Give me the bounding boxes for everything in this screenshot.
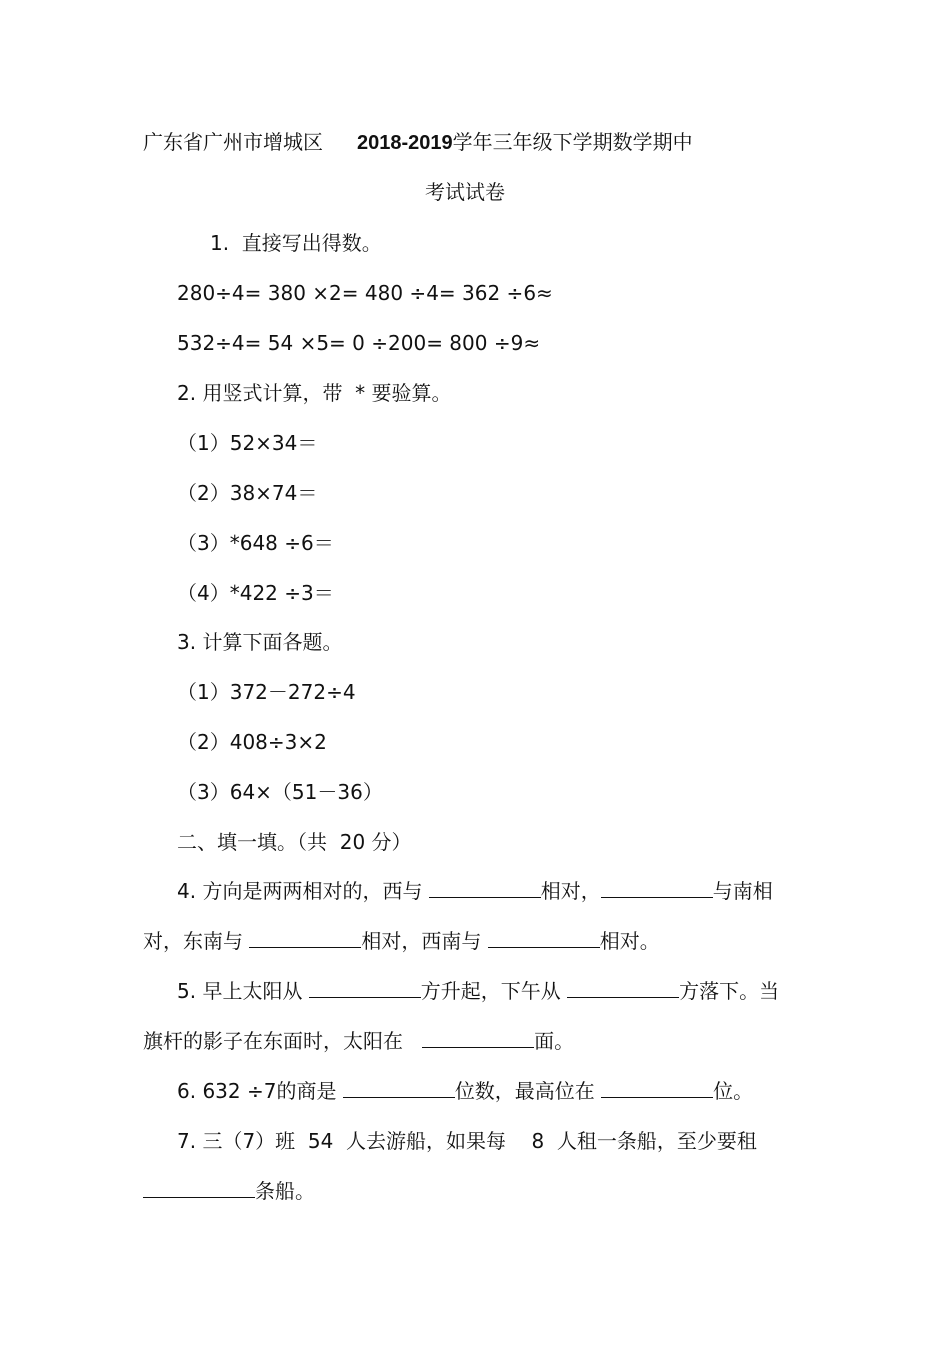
q3-item: （3）64×（51－36） bbox=[177, 780, 383, 804]
q6-line: 6. 632 ÷7的商是 位数，最高位在 位。 bbox=[177, 1079, 754, 1103]
section-2-heading: 二、填一填。（共 20 分） bbox=[177, 830, 412, 854]
q7-line-2: 条船。 bbox=[143, 1177, 315, 1205]
answer-blank[interactable] bbox=[249, 927, 361, 948]
q4-line-2: 对，东南与 相对，西南与 相对。 bbox=[143, 929, 660, 953]
q2-item: （3）*648 ÷6＝ bbox=[177, 531, 334, 555]
q2-item: （2）38×74＝ bbox=[177, 481, 318, 505]
answer-blank[interactable] bbox=[309, 977, 421, 998]
q7-line-1: 7. 三（7）班 54 人去游船，如果每 8 人租一条船，至少要租 bbox=[177, 1129, 757, 1153]
q1-row-1: 280÷4= 380 ×2= 480 ÷4= 362 ÷6≈ bbox=[177, 281, 553, 305]
answer-blank[interactable] bbox=[343, 1077, 455, 1098]
answer-blank[interactable] bbox=[601, 877, 713, 898]
answer-blank[interactable] bbox=[601, 1077, 713, 1098]
title-year: 2018-2019 bbox=[357, 132, 453, 154]
q2-heading: 2. 用竖式计算，带 * 要验算。 bbox=[177, 381, 452, 405]
answer-blank[interactable] bbox=[143, 1177, 255, 1198]
q2-item: （1）52×34＝ bbox=[177, 431, 318, 455]
q1-heading: 1. 直接写出得数。 bbox=[210, 231, 382, 255]
q3-heading: 3. 计算下面各题。 bbox=[177, 630, 343, 654]
q5-line-1: 5. 早上太阳从 方升起，下午从 方落下。当 bbox=[177, 979, 780, 1003]
answer-blank[interactable] bbox=[488, 927, 600, 948]
title-line-2: 考试试卷 bbox=[425, 180, 505, 204]
q2-item: （4）*422 ÷3＝ bbox=[177, 581, 334, 605]
q4-line-1: 4. 方向是两两相对的，西与 相对， 与南相 bbox=[177, 879, 773, 903]
title-line-1: 广东省广州市增城区 2018-2019学年三年级下学期数学期中 bbox=[143, 130, 693, 154]
answer-blank[interactable] bbox=[429, 877, 541, 898]
q5-line-2: 旗杆的影子在东面时，太阳在 面。 bbox=[143, 1029, 575, 1053]
q3-item: （2）408÷3×2 bbox=[177, 730, 327, 754]
answer-blank[interactable] bbox=[422, 1027, 534, 1048]
q3-item: （1）372－272÷4 bbox=[177, 680, 356, 704]
q1-row-2: 532÷4= 54 ×5= 0 ÷200= 800 ÷9≈ bbox=[177, 331, 541, 355]
answer-blank[interactable] bbox=[567, 977, 679, 998]
